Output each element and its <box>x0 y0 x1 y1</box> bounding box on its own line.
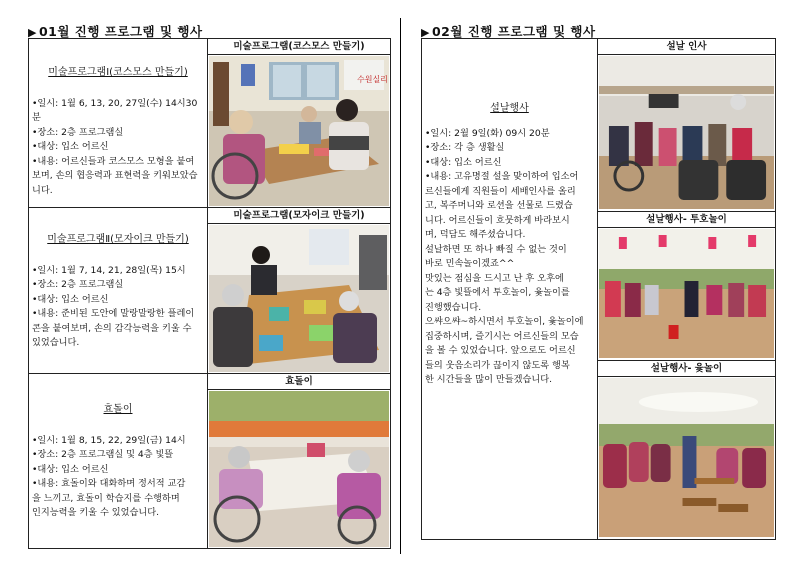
event-line: 을 볼 수 있었습니다. 앞으로도 어르신 <box>425 345 576 356</box>
photo-caption: 미술프로그램(모자이크 만들기) <box>208 208 390 224</box>
program-content: 콘을 붙여보며, 손의 감각능력을 키울 수 <box>32 322 192 334</box>
program-target: •대상: 입소 어르신 <box>32 141 109 152</box>
program-place: •장소: 2층 프로그램실 및 4층 빛뜰 <box>32 449 174 460</box>
program-row <box>29 39 391 208</box>
program-place: •장소: 2층 프로그램실 <box>32 126 124 138</box>
event-line: 고, 복주머니와 로션을 선물로 드렸습 <box>425 200 573 211</box>
program-content: •내용: 효돌이와 대화하며 정서적 교감 <box>32 478 186 489</box>
program-description <box>29 208 207 351</box>
right-section-title: ▶ 02월 진행 프로그램 및 행사 <box>421 24 596 39</box>
photo-mosaic-craft <box>209 225 389 372</box>
program-content: 인지능력을 키울 수 있었습니다. <box>32 507 160 518</box>
event-description <box>422 39 597 388</box>
program-row <box>29 374 391 549</box>
left-section-title: ▶ 01월 진행 프로그램 및 행사 <box>28 24 203 39</box>
event-line: 들의 웃음소리가 끊이지 않도록 행복 <box>425 359 570 371</box>
program-content: 니다. <box>32 184 53 196</box>
photo-yut-game <box>599 378 774 537</box>
triangle-right-icon: ▶ <box>28 26 37 39</box>
program-content: •내용: 어르신들과 코스모스 모형을 붙여 <box>32 155 195 167</box>
program-target: •대상: 입소 어르신 <box>32 463 109 475</box>
photo-new-year-greeting <box>599 56 774 209</box>
photo-caption: 효돌이 <box>208 374 390 390</box>
event-line: 니다. 어르신들이 흐뭇하게 바라보시 <box>425 214 570 226</box>
event-line: •대상: 입소 어르신 <box>425 156 502 168</box>
event-line: •일시: 2월 9일(화) 09시 20분 <box>425 127 550 139</box>
left-program-table <box>28 38 391 549</box>
right-event-table <box>421 38 776 540</box>
page-divider <box>400 18 401 554</box>
photo-hyodol <box>209 391 389 547</box>
event-line: 진행했습니다. <box>425 301 482 313</box>
program-target: •대상: 입소 어르신 <box>32 293 109 305</box>
event-line: 맛있는 점심을 드시고 난 후 오후에 <box>425 272 564 284</box>
program-description <box>29 374 207 521</box>
program-title: 효돌이 <box>103 404 133 415</box>
event-line: 바로 민속놀이겠죠^^ <box>425 258 515 269</box>
event-line: 며, 덕담도 해주셨습니다. <box>425 229 526 240</box>
program-content: 있었습니다. <box>32 337 80 348</box>
event-line: •내용: 고유명절 설을 맞이하여 입소어 <box>425 171 579 182</box>
event-line: 설날하면 또 하나 빠질 수 없는 것이 <box>425 243 567 255</box>
photo-tuho-game <box>599 229 774 358</box>
event-line: 집중하시며, 즐기시는 어르신들의 모습 <box>425 330 579 342</box>
photo-cosmos-craft <box>209 56 389 206</box>
program-content: 보며, 손의 협응력과 표현력을 키워보았습 <box>32 170 198 181</box>
photo-caption: 설날행사- 윷놀이 <box>598 361 775 377</box>
event-line: 는 4층 빛뜰에서 투호놀이, 윷놀이를 <box>425 287 570 298</box>
event-line: 르신들에게 직원들이 세배인사를 올리 <box>425 185 576 197</box>
program-row <box>29 208 391 374</box>
program-place: •장소: 2층 프로그램실 <box>32 279 124 290</box>
event-line: •장소: 각 층 생활실 <box>425 142 505 153</box>
program-content: •내용: 준비된 도안에 말랑말랑한 플레이 <box>32 308 195 319</box>
program-description <box>29 39 207 198</box>
program-title: 미술프로그램Ⅱ(모자이크 만들기) <box>47 234 189 245</box>
event-title: 설날행사 <box>490 103 529 114</box>
event-line: 으쌰으쌰~하시면서 투호놀이, 윷놀이에 <box>425 316 584 327</box>
program-title: 미술프로그램Ⅰ(코스모스 만들기) <box>48 67 188 78</box>
event-line: 한 시간들을 많이 만들겠습니다. <box>425 374 553 385</box>
photo-caption: 설날행사- 투호놀이 <box>598 212 775 228</box>
program-date: •일시: 1월 8, 15, 22, 29일(금) 14시 <box>32 434 186 446</box>
triangle-right-icon: ▶ <box>421 26 430 39</box>
program-date: •일시: 1월 6, 13, 20, 27일(수) 14시30분 <box>32 97 198 123</box>
program-content: 을 느끼고, 효돌이 학습지를 수행하며 <box>32 492 180 504</box>
wall-sign-text: 수원실리 <box>357 75 388 84</box>
program-date: •일시: 1월 7, 14, 21, 28일(목) 15시 <box>32 264 186 276</box>
photo-caption: 설날 인사 <box>598 39 775 55</box>
photo-caption: 미술프로그램(코스모스 만들기) <box>208 39 390 55</box>
